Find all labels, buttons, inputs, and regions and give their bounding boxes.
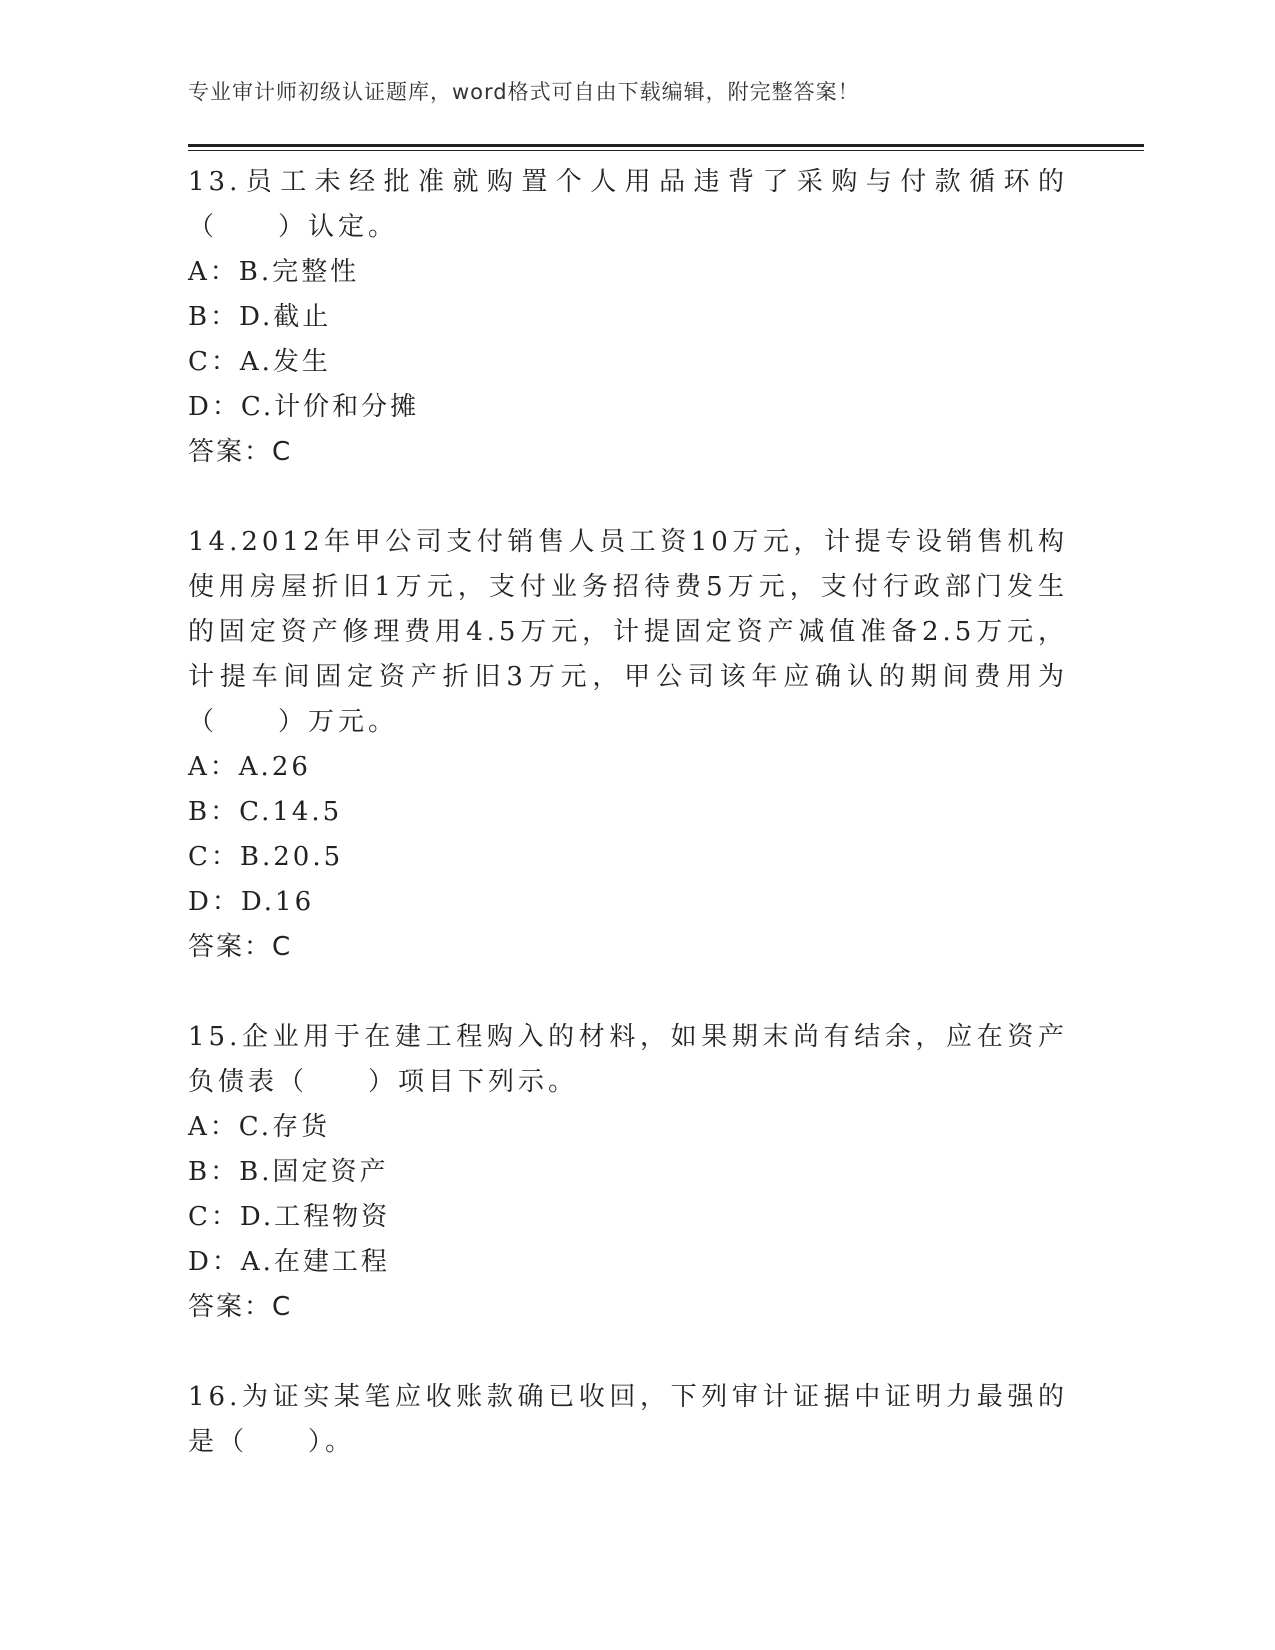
question-text: 13.员工未经批准就购置个人用品违背了采购与付款循环的（ ）认定。 [188, 167, 1068, 242]
question-text: 15.企业用于在建工程购入的材料，如果期末尚有结余，应在资产负债表（ ）项目下列示。 [188, 1022, 1068, 1097]
option-a: A：A.26 [188, 752, 311, 782]
option-a: A：C.存货 [188, 1112, 331, 1142]
option-d: D：C.计价和分摊 [188, 392, 420, 422]
question-14 [188, 520, 1068, 970]
option-c: C：A.发生 [188, 347, 331, 377]
header-rule [188, 144, 1144, 147]
option-b: B：D.截止 [188, 302, 332, 332]
answer: 答案：C [188, 437, 293, 467]
header-rule-thin [188, 150, 1144, 151]
question-text: 16.为证实某笔应收账款确已收回，下列审计证据中证明力最强的是（ ）。 [188, 1382, 1068, 1457]
question-15 [188, 1015, 1068, 1330]
answer: 答案：C [188, 932, 293, 962]
question-text: 14.2012年甲公司支付销售人员工资10万元，计提专设销售机构使用房屋折旧1万元，支付业务招待费5万元，支付行政部门发生的固定资产修理费用4.5万元，计提固定资产减值准备2.5万元，计提车间固定资产折旧3万元，甲公司该年应确认的期间费用为（ ）万元。 [188, 527, 1068, 737]
option-c: C：B.20.5 [188, 842, 344, 872]
question-list [188, 160, 1068, 1510]
option-a: A：B.完整性 [188, 257, 360, 287]
option-b: B：B.固定资产 [188, 1157, 389, 1187]
option-d: D：A.在建工程 [188, 1247, 390, 1277]
option-c: C：D.工程物资 [188, 1202, 391, 1232]
page-header: 专业审计师初级认证题库，word格式可自由下载编辑，附完整答案！ [188, 80, 860, 104]
answer: 答案：C [188, 1292, 293, 1322]
question-13 [188, 160, 1068, 475]
question-16 [188, 1375, 1068, 1465]
option-d: D：D.16 [188, 887, 315, 917]
option-b: B：C.14.5 [188, 797, 343, 827]
